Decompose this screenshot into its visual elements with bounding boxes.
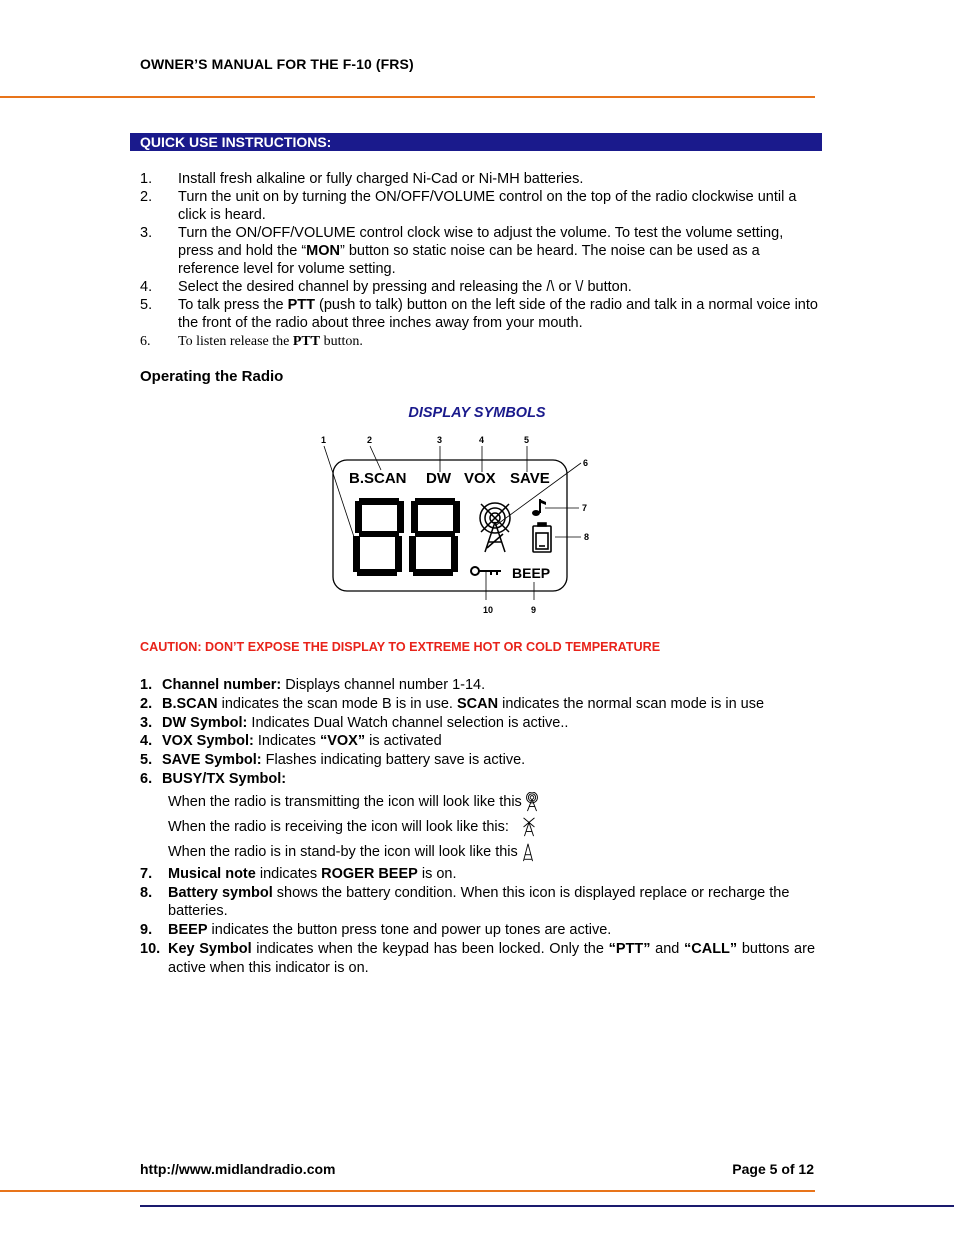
item-desc-3: buttons are active when this indicator is on. [168, 940, 816, 976]
step-number: 4. [140, 279, 153, 295]
item-desc: Indicates Dual Watch channel selection is active.. [247, 714, 569, 731]
item-desc-2: is activated [365, 733, 442, 750]
step-item [140, 188, 820, 224]
item-desc: shows the battery condition. When this icon is displayed replace or recharge the batteries. [168, 884, 790, 920]
list-item [140, 770, 815, 789]
item-term: BUSY/TX Symbol: [162, 770, 287, 787]
lcd-bscan-label: B.SCAN [349, 470, 407, 487]
transmit-tower-icon [524, 792, 540, 812]
item-number: 8. [140, 884, 153, 901]
list-item [140, 714, 815, 733]
section-heading-bar: QUICK USE INSTRUCTIONS: [130, 133, 822, 151]
busy-line-text: When the radio is receiving the icon will look like this: [168, 818, 509, 835]
item-number: 7. [140, 865, 153, 882]
step-item [140, 333, 820, 351]
step-text-tail: (push to talk) button on the left side of the radio and talk in a normal voice into the front of the radio about three inches away from your mouth. [178, 297, 818, 331]
busy-line-text: When the radio is transmitting the icon will look like this [168, 793, 522, 810]
callout-4: 4 [479, 435, 485, 445]
step-text: To listen release the [178, 334, 293, 349]
document-header-title: OWNER’S MANUAL FOR THE F-10 (FRS) [140, 56, 414, 72]
callout-9: 9 [531, 605, 537, 615]
item-term-2: SCAN [456, 695, 499, 712]
display-symbols-title: DISPLAY SYMBOLS [408, 405, 546, 421]
list-item [140, 732, 815, 751]
step-bold: MON [306, 243, 341, 259]
item-term: BEEP [168, 922, 208, 939]
footer-website-link[interactable]: http://www.midlandradio.com [140, 1161, 336, 1177]
busy-line-text: When the radio is in stand-by the icon will look like this [168, 843, 518, 860]
item-number: 10. [140, 940, 161, 957]
busy-tx-standby-line [140, 840, 815, 865]
item-number: 9. [140, 922, 153, 939]
caution-notice: CAUTION: DON’T EXPOSE THE DISPLAY TO EXTREME HOT OR COLD TEMPERATURE [140, 640, 661, 654]
lcd-beep-label: BEEP [512, 565, 551, 581]
item-desc: indicates [255, 865, 322, 882]
step-number: 6. [140, 334, 151, 349]
item-term: DW Symbol: [162, 714, 248, 731]
item-term-2: “VOX” [319, 733, 366, 750]
receive-tower-icon [521, 817, 537, 837]
list-item [140, 751, 815, 770]
standby-tower-icon [520, 842, 536, 862]
step-number: 3. [140, 225, 153, 241]
step-text: Install fresh alkaline or fully charged Ni-Cad or Ni-MH batteries. [178, 171, 584, 187]
step-text-tail: ” button so static noise can be heard. The noise can be used as a reference level for volume setting. [178, 243, 760, 277]
callout-7: 7 [582, 503, 588, 513]
item-desc-2: is on. [417, 865, 457, 882]
symbol-descriptions [140, 676, 815, 978]
callout-8: 8 [584, 532, 590, 542]
item-desc: indicates the scan mode B is in use. [217, 695, 457, 712]
busy-tx-transmit-line [140, 790, 815, 815]
item-desc-2: indicates the normal scan mode is in use [498, 695, 765, 712]
step-number: 1. [140, 171, 153, 187]
item-term-2: “PTT” [608, 940, 651, 957]
lcd-display-diagram [315, 430, 605, 620]
item-desc: indicates the button press tone and power up tones are active. [207, 922, 612, 939]
item-desc: Displays channel number 1-14. [281, 677, 486, 693]
item-number: 3. [140, 714, 153, 731]
step-number: 2. [140, 189, 153, 205]
step-bold: PTT [287, 297, 315, 313]
item-term: Channel number: [162, 677, 282, 693]
step-number: 5. [140, 297, 153, 313]
list-item [140, 921, 815, 940]
callout-3: 3 [437, 435, 443, 445]
step-item [140, 170, 820, 188]
step-text: Turn the ON/OFF/VOLUME control clock wise to adjust the volume. To test the volume setting, press and hold the “ [178, 225, 784, 259]
item-desc: Flashes indicating battery save is active. [261, 752, 526, 769]
step-text: To talk press the [178, 297, 288, 313]
item-term-2: ROGER BEEP [321, 865, 418, 882]
item-term: VOX Symbol: [162, 733, 254, 750]
callout-2: 2 [367, 435, 373, 445]
lcd-dw-label: DW [426, 470, 451, 487]
lcd-save-label: SAVE [510, 470, 550, 487]
header-divider [0, 96, 815, 98]
list-item [140, 695, 815, 714]
item-number: 6. [140, 770, 153, 787]
item-number: 4. [140, 733, 153, 750]
item-term: Key Symbol [168, 940, 252, 957]
footer-page-number: Page 5 of 12 [732, 1161, 814, 1177]
item-term-3: “CALL” [684, 940, 738, 957]
list-item [140, 676, 815, 695]
item-number: 1. [140, 677, 153, 693]
step-item [140, 296, 820, 332]
item-term: SAVE Symbol: [162, 752, 262, 769]
step-text: Turn the unit on by turning the ON/OFF/VOLUME control on the top of the radio clockwise until a click is heard. [178, 189, 797, 223]
operating-heading: Operating the Radio [140, 368, 284, 385]
item-term: B.SCAN [162, 695, 218, 712]
callout-1: 1 [321, 435, 327, 445]
step-item [140, 278, 820, 296]
lcd-vox-label: VOX [464, 470, 496, 487]
callout-10: 10 [483, 605, 494, 615]
busy-tx-receive-line [140, 815, 815, 840]
quick-use-steps [140, 170, 820, 351]
item-desc-2: and [650, 940, 684, 957]
list-item [140, 865, 815, 884]
item-desc: indicates when the keypad has been locked. Only the [251, 940, 609, 957]
step-item [140, 224, 820, 278]
footer-divider-navy [140, 1205, 954, 1207]
list-item [140, 940, 815, 978]
list-item [140, 884, 815, 922]
item-term: Musical note [168, 865, 256, 882]
item-desc: Indicates [253, 733, 320, 750]
item-number: 2. [140, 695, 153, 712]
callout-5: 5 [524, 435, 530, 445]
step-bold: PTT [292, 334, 321, 349]
footer-divider-orange [0, 1190, 815, 1192]
item-number: 5. [140, 752, 153, 769]
step-text-tail: button. [320, 334, 363, 349]
step-text: Select the desired channel by pressing and releasing the /\ or \/ button. [178, 279, 632, 295]
item-term: Battery symbol [168, 884, 273, 901]
callout-6: 6 [583, 458, 589, 468]
